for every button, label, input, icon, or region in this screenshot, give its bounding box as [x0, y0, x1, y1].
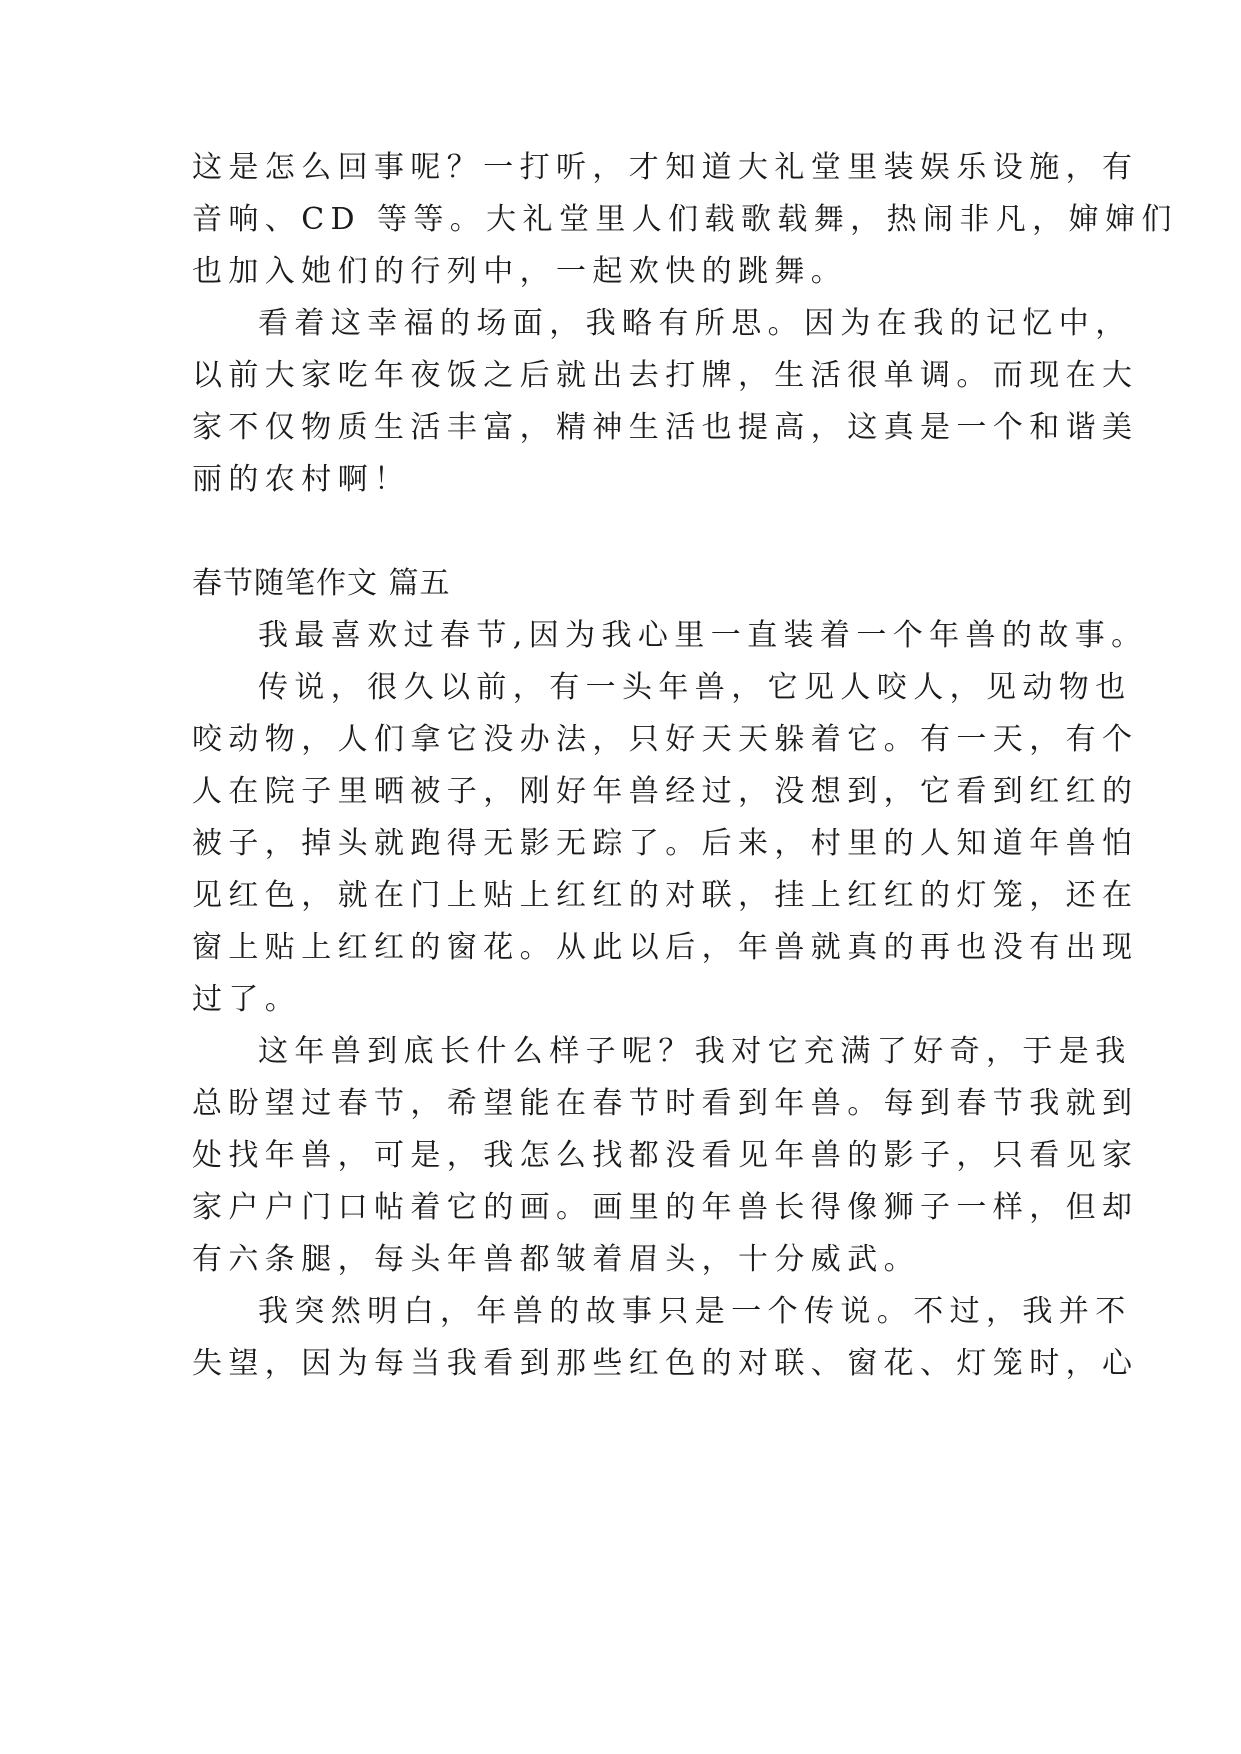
text-line: 我最喜欢过春节,因为我心里一直装着一个年兽的故事。 — [258, 618, 1148, 653]
text-line: 传说，很久以前，有一头年兽，它见人咬人，见动物也 — [258, 670, 1132, 705]
text-line: 看着这幸福的场面，我略有所思。因为在我的记忆中， — [258, 306, 1132, 341]
text-line: 被子，掉头就跑得无影无踪了。后来，村里的人知道年兽怕 — [192, 826, 1139, 861]
section-title: 春节随笔作文 篇五 — [192, 566, 451, 601]
text-line: 见红色，就在门上贴上红红的对联，挂上红红的灯笼，还在 — [192, 878, 1139, 913]
text-line: 窗上贴上红红的窗花。从此以后，年兽就真的再也没有出现 — [192, 930, 1139, 965]
text-line: 丽的农村啊！ — [192, 462, 411, 497]
text-line: 家户户门口帖着它的画。画里的年兽长得像狮子一样，但却 — [192, 1190, 1139, 1225]
text-line: 有六条腿，每头年兽都皱着眉头，十分威武。 — [192, 1242, 920, 1277]
text-line: 以前大家吃年夜饭之后就出去打牌，生活很单调。而现在大 — [192, 358, 1139, 393]
text-line: 总盼望过春节，希望能在春节时看到年兽。每到春节我就到 — [192, 1086, 1139, 1121]
text-line: 这是怎么回事呢？一打听，才知道大礼堂里装娱乐设施，有 — [192, 150, 1139, 185]
text-line: 人在院子里晒被子，刚好年兽经过，没想到，它看到红红的 — [192, 774, 1139, 809]
text-line: 也加入她们的行列中，一起欢快的跳舞。 — [192, 254, 848, 289]
text-line: 咬动物，人们拿它没办法，只好天天躲着它。有一天，有个 — [192, 722, 1139, 757]
text-line: 这年兽到底长什么样子呢？我对它充满了好奇，于是我 — [258, 1034, 1132, 1069]
text-line: 处找年兽，可是，我怎么找都没看见年兽的影子，只看见家 — [192, 1138, 1139, 1173]
text-line: 音响、CD 等等。大礼堂里人们载歌载舞，热闹非凡，婶婶们 — [192, 202, 1178, 237]
text-line: 失望，因为每当我看到那些红色的对联、窗花、灯笼时，心 — [192, 1346, 1139, 1381]
text-line: 家不仅物质生活丰富，精神生活也提高，这真是一个和谐美 — [192, 410, 1139, 445]
text-line: 我突然明白，年兽的故事只是一个传说。不过，我并不 — [258, 1294, 1132, 1329]
text-line: 过了。 — [192, 982, 302, 1017]
